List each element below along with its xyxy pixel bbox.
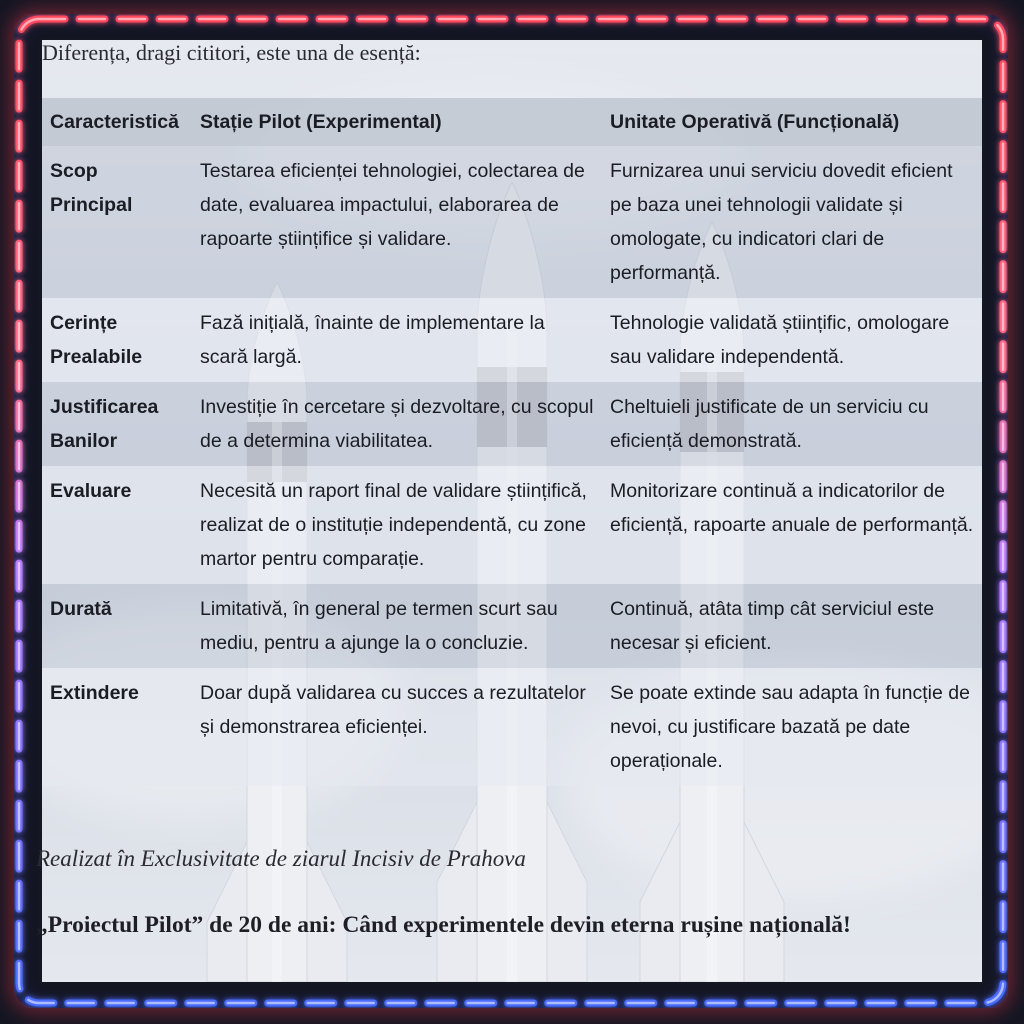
table-row xyxy=(42,382,982,466)
row-pilot: Investiție în cercetare și dezvoltare, cu scopul de a determina viabilitatea. xyxy=(192,382,602,466)
row-operative: Continuă, atâta timp cât serviciul este necesar și eficient. xyxy=(602,584,982,668)
row-feature: Extindere xyxy=(42,668,192,786)
header-pilot: Stație Pilot (Experimental) xyxy=(192,98,602,146)
row-pilot: Limitativă, în general pe termen scurt sau mediu, pentru a ajunge la o concluzie. xyxy=(192,584,602,668)
row-feature: Scop Principal xyxy=(42,146,192,298)
comparison-table xyxy=(42,98,982,786)
row-operative: Se poate extinde sau adapta în funcție de nevoi, cu justificare bazată pe date operaționale. xyxy=(602,668,982,786)
table-row xyxy=(42,298,982,382)
row-feature: Justificarea Banilor xyxy=(42,382,192,466)
row-operative: Monitorizare continuă a indicatorilor de eficiență, rapoarte anuale de performanță. xyxy=(602,466,982,584)
table-row xyxy=(42,466,982,584)
credit-line: Realizat în Exclusivitate de ziarul Incisiv de Prahova xyxy=(36,846,526,871)
article-headline: „Proiectul Pilot” de 20 de ani: Când experimentele devin eterna rușine națională! xyxy=(36,912,851,938)
header-feature: Caracteristică xyxy=(42,98,192,146)
row-pilot: Fază inițială, înainte de implementare la scară largă. xyxy=(192,298,602,382)
header-operative: Unitate Operativă (Funcțională) xyxy=(602,98,982,146)
table-row xyxy=(42,668,982,786)
table-header-row xyxy=(42,98,982,146)
row-operative: Tehnologie validată științific, omologare sau validare independentă. xyxy=(602,298,982,382)
row-operative: Furnizarea unui serviciu dovedit eficient pe baza unei tehnologii validate și omologate, cu indicatori clari de performanță. xyxy=(602,146,982,298)
intro-text: Diferența, dragi cititori, este una de esență: xyxy=(42,40,421,65)
row-operative: Cheltuieli justificate de un serviciu cu eficiență demonstrată. xyxy=(602,382,982,466)
row-pilot: Doar după validarea cu succes a rezultatelor și demonstrarea eficienței. xyxy=(192,668,602,786)
row-feature: Cerințe Prealabile xyxy=(42,298,192,382)
article-content xyxy=(36,40,982,982)
row-feature: Evaluare xyxy=(42,466,192,584)
row-feature: Durată xyxy=(42,584,192,668)
table-row xyxy=(42,584,982,668)
row-pilot: Testarea eficienței tehnologiei, colectarea de date, evaluarea impactului, elaborarea de rapoarte științifice și validare. xyxy=(192,146,602,298)
row-pilot: Necesită un raport final de validare științifică, realizat de o instituție independentă, cu zone martor pentru comparație. xyxy=(192,466,602,584)
table-row xyxy=(42,146,982,298)
